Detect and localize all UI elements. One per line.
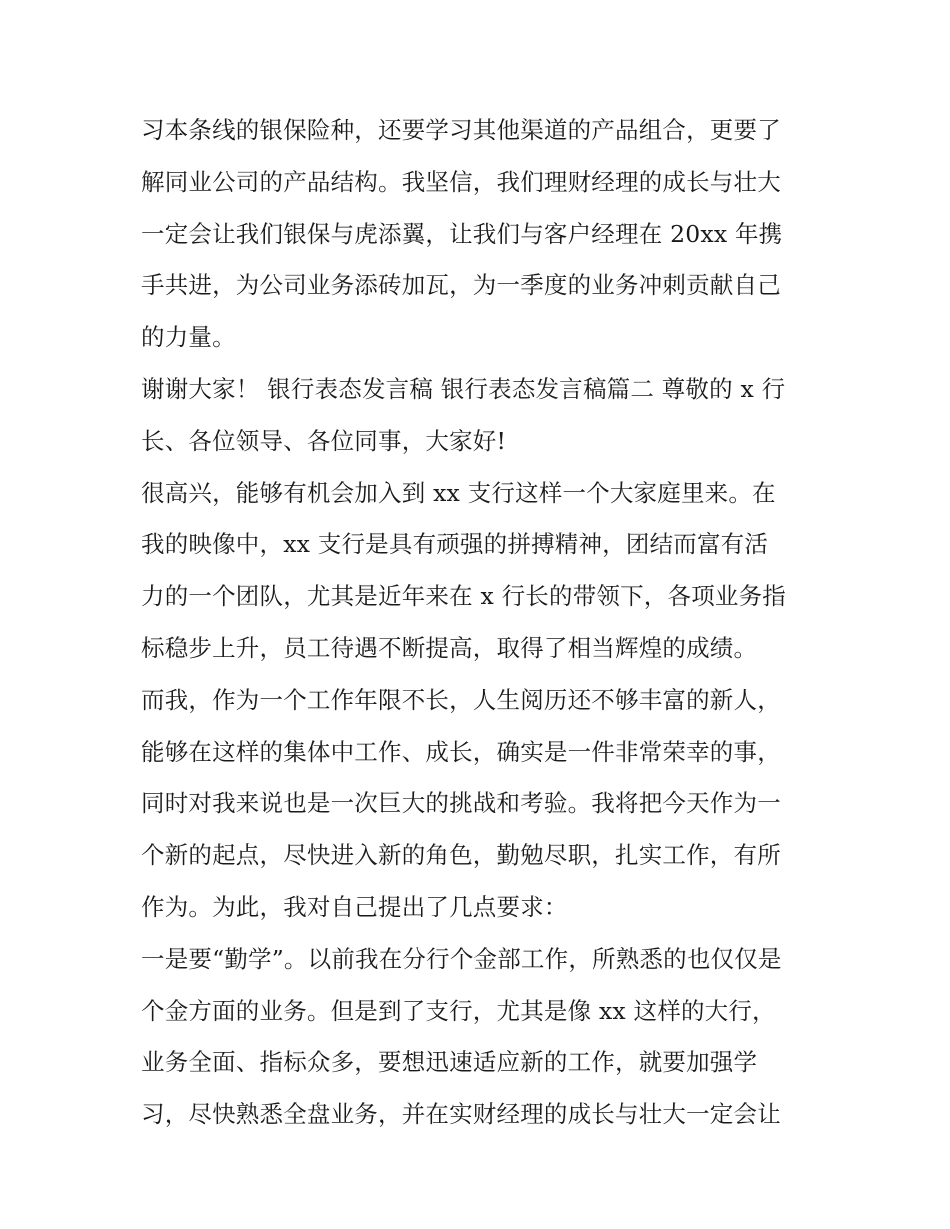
text-line: 作为。为此，我对自己提出了几点要求： <box>141 892 568 921</box>
text-line: 而我，作为一个工作年限不长，人生阅历还不够丰富的新人， <box>141 685 781 714</box>
text-line: 的力量。 <box>141 323 236 352</box>
text-line: 我的映像中，xx 支行是具有顽强的拼搏精神，团结而富有活 <box>141 530 769 559</box>
text-line: 习本条线的银保险种，还要学习其他渠道的产品组合，更要了 <box>141 116 781 144</box>
text-line: 个新的起点，尽快进入新的角色，勤勉尽职，扎实工作，有所 <box>141 841 781 870</box>
text-line: 解同业公司的产品结构。我坚信，我们理财经理的成长与壮大 <box>141 167 781 196</box>
text-line: 手共进，为公司业务添砖加瓦，为一季度的业务冲刺贡献自己 <box>141 271 781 300</box>
text-line: 习，尽快熟悉全盘业务，并在实财经理的成长与壮大一定会让 <box>141 1100 781 1129</box>
text-line: 力的一个团队，尤其是近年来在 x 行长的带领下，各项业务指 <box>141 582 786 611</box>
text-line: 同时对我来说也是一次巨大的挑战和考验。我将把今天作为一 <box>141 789 781 818</box>
text-line: 个金方面的业务。但是到了支行，尤其是像 xx 这样的大行， <box>141 996 776 1025</box>
text-line: 业务全面、指标众多，要想迅速适应新的工作，就要加强学 <box>141 1048 758 1077</box>
text-line: 谢谢大家！ 银行表态发言稿 银行表态发言稿篇二 尊敬的 x 行 <box>141 374 786 403</box>
document-body <box>141 105 821 1141</box>
text-line: 一定会让我们银保与虎添翼，让我们与客户经理在 20xx 年携 <box>141 219 783 248</box>
text-line: 一是要“勤学”。以前我在分行个金部工作，所熟悉的也仅仅是 <box>141 944 782 973</box>
text-line: 很高兴，能够有机会加入到 xx 支行这样一个大家庭里来。在 <box>141 478 776 507</box>
text-line: 长、各位领导、各位同事，大家好! <box>141 426 507 455</box>
text-line: 标稳步上升，员工待遇不断提高，取得了相当辉煌的成绩。 <box>141 633 758 662</box>
text-line: 能够在这样的集体中工作、成长，确实是一件非常荣幸的事， <box>141 737 781 766</box>
